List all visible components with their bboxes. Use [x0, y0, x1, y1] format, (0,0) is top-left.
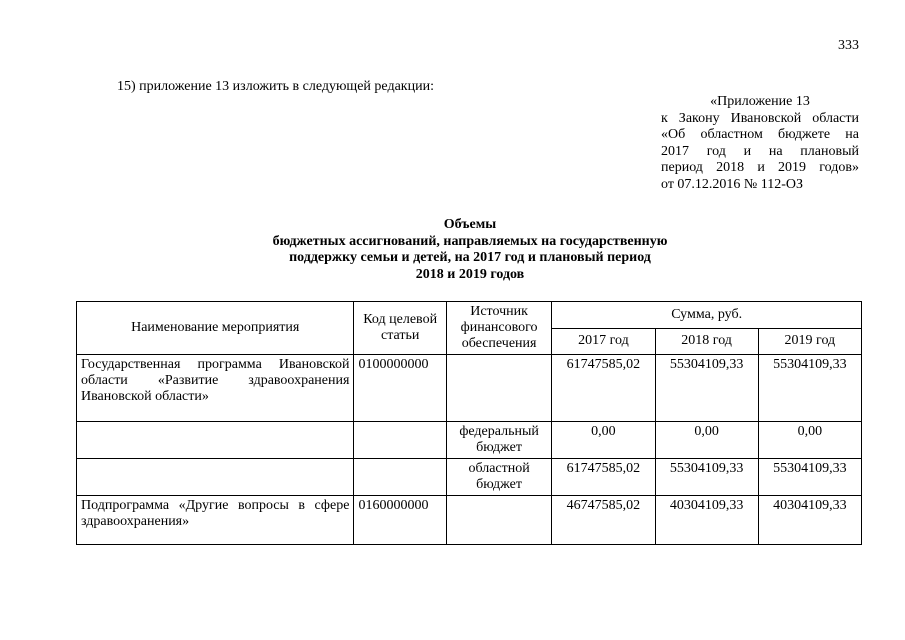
row-code: 0100000000 [354, 355, 446, 422]
title-line: поддержку семьи и детей, на 2017 год и плановый период [289, 250, 651, 265]
table-row [77, 496, 862, 545]
document-title [210, 217, 730, 283]
header-year: 2018 год [655, 328, 758, 355]
row-value: 55304109,33 [758, 459, 861, 496]
table-row [77, 422, 862, 459]
row-name [77, 459, 354, 496]
appendix-line: от 07.12.2016 № 112-ОЗ [661, 176, 804, 192]
appendix-line: 2017 год и на плановый [661, 143, 859, 159]
row-value: 0,00 [552, 422, 655, 459]
row-value: 61747585,02 [552, 355, 655, 422]
row-source: федеральный бюджет [446, 422, 551, 459]
header-year: 2017 год [552, 328, 655, 355]
header-year: 2019 год [758, 328, 861, 355]
header-code: Код целевой статьи [354, 302, 446, 355]
title-line: бюджетных ассигнований, направляемых на государственную [272, 233, 668, 249]
row-value: 46747585,02 [552, 496, 655, 545]
row-source [446, 496, 551, 545]
budget-table [76, 301, 862, 545]
title-line: 2018 и 2019 годов [415, 266, 525, 282]
row-value: 61747585,02 [552, 459, 655, 496]
row-name: Государственная программа Ивановской области «Развитие здравоохранения Ивановской области» [77, 355, 354, 422]
row-name [77, 422, 354, 459]
row-value: 55304109,33 [758, 355, 861, 422]
table-header-row [77, 302, 862, 329]
row-name: Подпрограмма «Другие вопросы в сфере здравоохранения» [77, 496, 354, 545]
appendix-line: «Об областном бюджете на [661, 127, 859, 143]
row-value: 0,00 [655, 422, 758, 459]
row-code [354, 459, 446, 496]
title-line: Объемы [443, 217, 497, 232]
row-source: областной бюджет [446, 459, 551, 496]
intro-text: 15) приложение 13 изложить в следующей редакции: [117, 79, 434, 94]
row-value: 0,00 [758, 422, 861, 459]
header-name: Наименование мероприятия [77, 302, 354, 355]
row-code: 0160000000 [354, 496, 446, 545]
row-source [446, 355, 551, 422]
row-value: 40304109,33 [655, 496, 758, 545]
row-value: 40304109,33 [758, 496, 861, 545]
header-sum: Сумма, руб. [552, 302, 862, 329]
table-row [77, 355, 862, 422]
appendix-line: период 2018 и 2019 годов» [661, 160, 859, 176]
appendix-reference [661, 94, 859, 194]
header-source: Источник финансового обеспечения [446, 302, 551, 355]
row-value: 55304109,33 [655, 355, 758, 422]
appendix-line: «Приложение 13 [710, 94, 810, 109]
page-number: 333 [838, 38, 859, 53]
appendix-line: к Закону Ивановской области [661, 110, 859, 126]
row-code [354, 422, 446, 459]
row-value: 55304109,33 [655, 459, 758, 496]
table-row [77, 459, 862, 496]
